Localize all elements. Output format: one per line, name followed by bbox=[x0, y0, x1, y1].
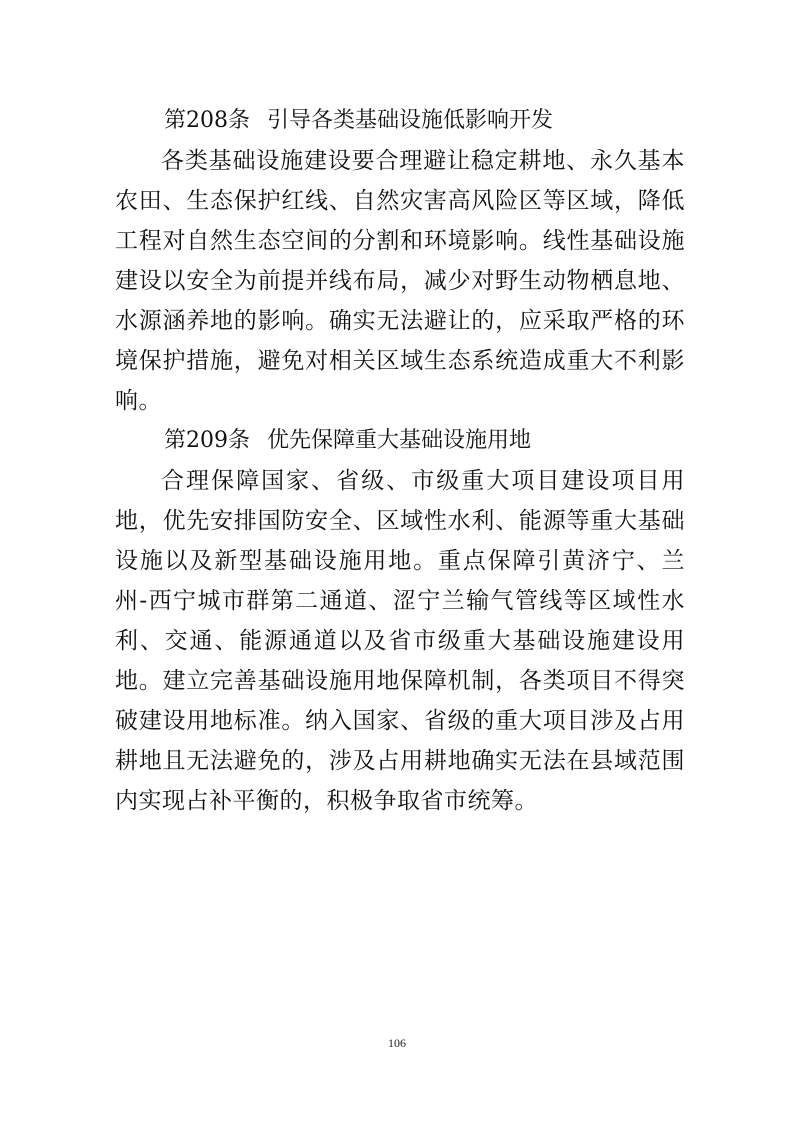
article-heading-209 bbox=[115, 421, 685, 461]
article-number: 第209条 bbox=[164, 428, 250, 453]
article-heading-208 bbox=[115, 101, 685, 141]
page-content bbox=[115, 101, 685, 821]
article-number: 第208条 bbox=[164, 108, 250, 133]
article-body-209: 合理保障国家、省级、市级重大项目建设项目用地，优先安排国防安全、区域性水利、能源等重大基础设施以及新型基础设施用地。重点保障引黄济宁、兰州-西宁城市群第二通道、涩宁兰输气管线等区域性水利、交通、能源通道以及省市级重大基础设施建设用地。建立完善基础设施用地保障机制，各类项目不得突破建设用地标准。纳入国家、省级的重大项目涉及占用耕地且无法避免的，涉及占用耕地确实无法在县域范围内实现占补平衡的，积极争取省市统筹。 bbox=[115, 468, 685, 814]
article-body-208: 各类基础设施建设要合理避让稳定耕地、永久基本农田、生态保护红线、自然灾害高风险区等区域，降低工程对自然生态空间的分割和环境影响。线性基础设施建设以安全为前提并线布局，减少对野生动物栖息地、水源涵养地的影响。确实无法避让的，应采取严格的环境保护措施，避免对相关区域生态系统造成重大不利影响。 bbox=[115, 148, 685, 414]
article-title: 优先保障重大基础设施用地 bbox=[267, 428, 532, 453]
page-number: 106 bbox=[388, 1036, 406, 1050]
article-title: 引导各类基础设施低影响开发 bbox=[267, 108, 554, 133]
